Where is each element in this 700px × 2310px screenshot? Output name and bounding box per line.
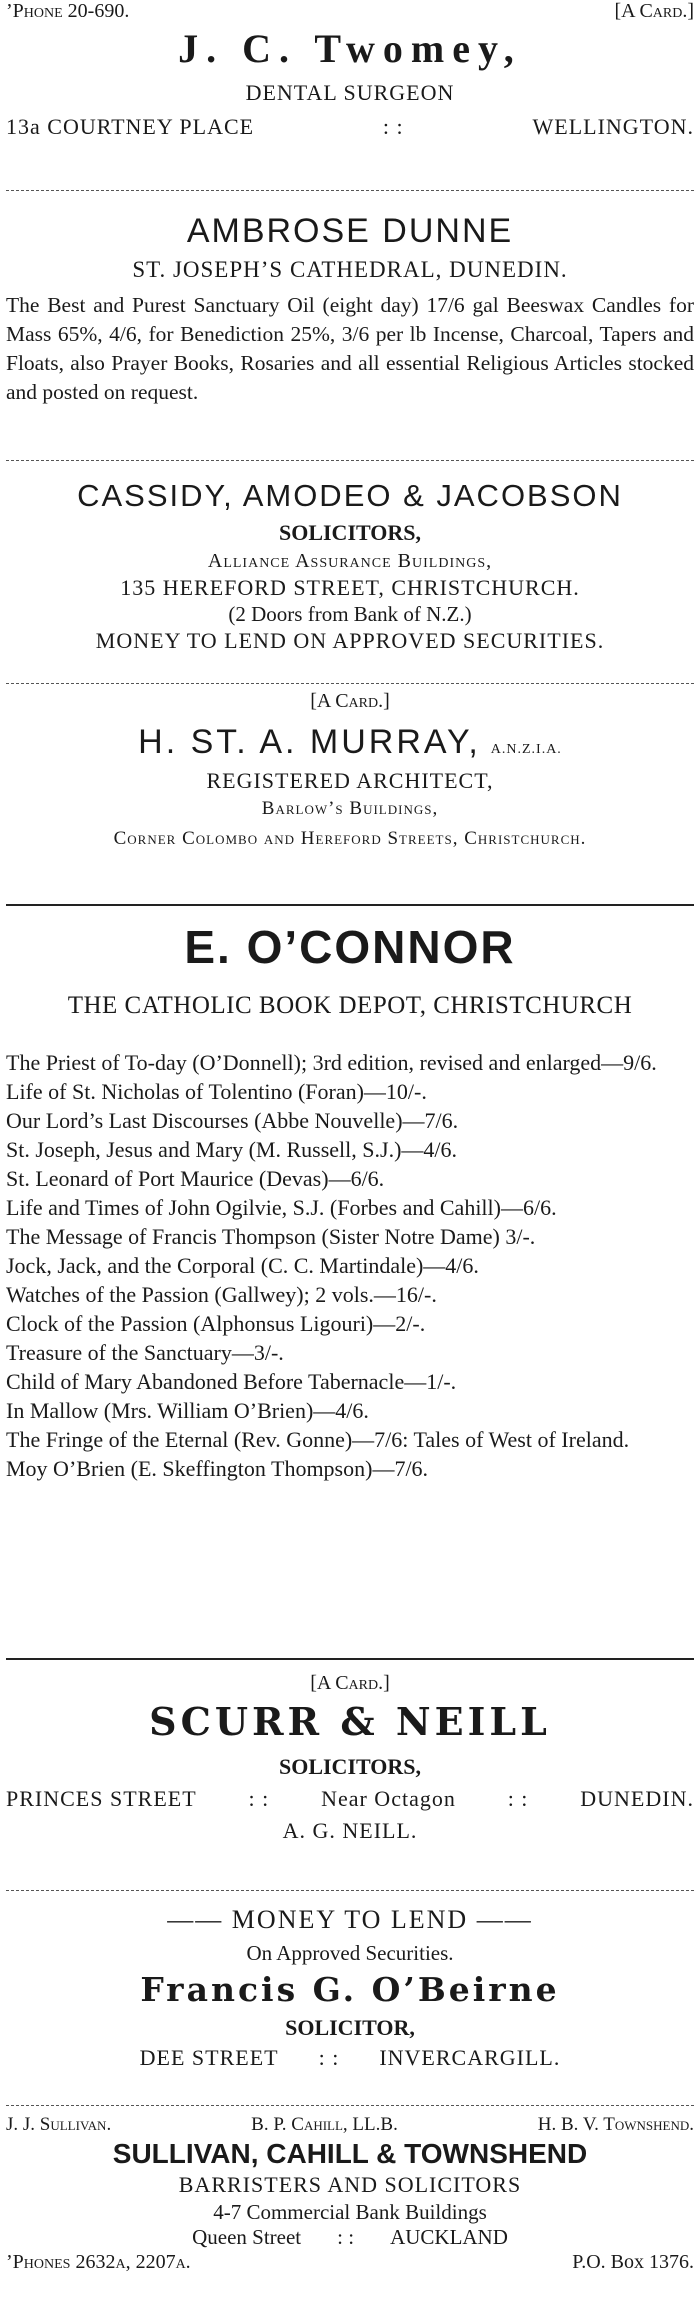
obeirne-sep: : : xyxy=(318,2045,340,2070)
book-item: In Mallow (Mrs. William O’Brien)—4/6. xyxy=(6,1398,369,1423)
sullivan-title: BARRISTERS AND SOLICITORS xyxy=(178,2172,522,2197)
murray-building: Barlow’s Buildings, xyxy=(261,798,439,819)
book-item: St. Joseph, Jesus and Mary (M. Russell, S.J.)—4/6. xyxy=(6,1137,458,1162)
sullivan-ad xyxy=(6,2114,694,2274)
oconnor-ad xyxy=(6,920,694,1483)
cassidy-name: CASSIDY, AMODEO & JACOBSON xyxy=(77,478,623,513)
murray-name-row xyxy=(6,723,694,762)
dunne-name: AMBROSE DUNNE xyxy=(186,212,514,250)
divider xyxy=(6,190,694,191)
cassidy-note: (2 Doors from Bank of N.Z.) xyxy=(228,602,472,626)
murray-ad xyxy=(6,690,694,850)
twomey-city: WELLINGTON. xyxy=(532,114,694,139)
sullivan-phones: ’Phones 2632a, 2207a. xyxy=(6,2251,191,2273)
twomey-address-row xyxy=(6,114,694,140)
book-item: Clock of the Passion (Alphonsus Ligouri)—2/-. xyxy=(6,1311,426,1336)
obeirne-sub: On Approved Securities. xyxy=(246,1941,454,1965)
book-item: Child of Mary Abandoned Before Tabernacle—1/-. xyxy=(6,1369,457,1394)
book-item: Jock, Jack, and the Corporal (C. C. Martindale)—4/6. xyxy=(6,1253,479,1278)
divider xyxy=(6,1890,694,1891)
divider xyxy=(6,683,694,684)
scurr-sep: : : xyxy=(248,1786,270,1811)
dash-left: —— xyxy=(167,1905,224,1934)
sullivan-partner: B. P. Cahill, LL.B. xyxy=(251,2114,398,2135)
sullivan-sep: : : xyxy=(337,2225,355,2249)
book-item: St. Leonard of Port Maurice (Devas)—6/6. xyxy=(6,1166,385,1191)
book-item: Moy O’Brien (E. Skeffington Thompson)—7/6. xyxy=(6,1456,429,1481)
obeirne-city: INVERCARGILL. xyxy=(379,2045,561,2070)
obeirne-street: DEE STREET xyxy=(139,2045,279,2070)
book-item: Our Lord’s Last Discourses (Abbe Nouvelle)—7/6. xyxy=(6,1108,459,1133)
sullivan-city: AUCKLAND xyxy=(390,2225,508,2249)
scurr-near: Near Octagon xyxy=(321,1786,456,1811)
murray-name: H. ST. A. MURRAY, xyxy=(138,723,481,761)
scurr-street: PRINCES STREET xyxy=(6,1786,197,1811)
cassidy-street: 135 HEREFORD STREET, CHRISTCHURCH. xyxy=(120,575,580,600)
sullivan-partner: H. B. V. Townshend. xyxy=(537,2114,694,2135)
scurr-ad xyxy=(6,1672,694,1844)
book-item: The Message of Francis Thompson (Sister Notre Dame) 3/-. xyxy=(6,1224,536,1249)
divider xyxy=(6,460,694,461)
dash-right: —— xyxy=(476,1905,533,1934)
book-item: Treasure of the Sanctuary—3/-. xyxy=(6,1340,284,1365)
twomey-address: 13a COURTNEY PLACE xyxy=(6,114,255,139)
murray-address: Corner Colombo and Hereford Streets, Christchurch. xyxy=(113,828,587,849)
book-item: The Fringe of the Eternal (Rev. Gonne)—7/6: Tales of West of Ireland. xyxy=(6,1427,630,1452)
book-item: The Priest of To-day (O’Donnell); 3rd edition, revised and enlarged—9/6. xyxy=(6,1050,657,1075)
scurr-sep: : : xyxy=(507,1786,529,1811)
twomey-card: [A Card.] xyxy=(614,0,694,22)
sullivan-partners-row xyxy=(6,2114,694,2136)
scurr-card: [A Card.] xyxy=(310,1672,390,1694)
dunne-place: ST. JOSEPH’S CATHEDRAL, DUNEDIN. xyxy=(132,257,568,282)
oconnor-book-list xyxy=(6,1048,694,1483)
scurr-partner: A. G. NEILL. xyxy=(282,1818,418,1843)
murray-card: [A Card.] xyxy=(310,690,390,712)
scurr-address-row xyxy=(6,1786,694,1812)
sullivan-box: P.O. Box 1376. xyxy=(572,2251,694,2273)
obeirne-address-row xyxy=(6,2045,694,2071)
oconnor-subtitle: THE CATHOLIC BOOK DEPOT, CHRISTCHURCH xyxy=(67,992,633,1019)
divider xyxy=(6,2105,694,2106)
sullivan-building: 4-7 Commercial Bank Buildings xyxy=(213,2200,487,2224)
obeirne-heading-row xyxy=(6,1905,694,1935)
oconnor-name: E. O’CONNOR xyxy=(184,921,516,973)
twomey-header-row xyxy=(6,0,694,23)
cassidy-title: SOLICITORS, xyxy=(278,520,422,545)
obeirne-name: Francis G. O’Beirne xyxy=(140,1970,560,2009)
twomey-name: J. C. Twomey, xyxy=(178,26,522,71)
divider xyxy=(6,904,694,906)
scurr-name: SCURR & NEILL xyxy=(149,1699,551,1744)
scurr-city: DUNEDIN. xyxy=(580,1786,694,1811)
sullivan-partner: J. J. Sullivan. xyxy=(6,2114,112,2135)
sullivan-name: SULLIVAN, CAHILL & TOWNSHEND xyxy=(112,2138,588,2169)
twomey-sep: : : xyxy=(382,114,404,139)
divider xyxy=(6,1658,694,1660)
obeirne-ad xyxy=(6,1905,694,2071)
book-item: Life and Times of John Ogilvie, S.J. (Forbes and Cahill)—6/6. xyxy=(6,1195,557,1220)
sullivan-street: Queen Street xyxy=(192,2225,302,2249)
cassidy-building: Alliance Assurance Buildings, xyxy=(207,550,493,572)
cassidy-ad xyxy=(6,478,694,654)
obeirne-heading: MONEY TO LEND xyxy=(231,1905,469,1934)
dunne-ad xyxy=(6,212,694,407)
book-item: Life of St. Nicholas of Tolentino (Foran)—10/-. xyxy=(6,1079,427,1104)
dunne-body: The Best and Purest Sanctuary Oil (eight day) 17/6 gal Beeswax Candles for Mass 65%, 4/6, for Benediction 25%, 3/6 per lb Incense, Charcoal, Tapers and Floats, also Prayer Books, Rosaries and all essential Religious Articles stocked and posted on request. xyxy=(6,293,694,404)
scurr-title: SOLICITORS, xyxy=(278,1754,422,1779)
murray-title: REGISTERED ARCHITECT, xyxy=(206,768,494,793)
obeirne-title: SOLICITOR, xyxy=(285,2015,415,2040)
cassidy-money: MONEY TO LEND ON APPROVED SECURITIES. xyxy=(95,628,605,653)
sullivan-address-row xyxy=(6,2225,694,2250)
twomey-ad xyxy=(6,0,694,140)
murray-suffix: A.N.Z.I.A. xyxy=(490,742,562,757)
twomey-phone: ’Phone 20-690. xyxy=(6,0,130,22)
sullivan-contact-row xyxy=(6,2251,694,2274)
book-item: Watches of the Passion (Gallwey); 2 vols.—16/-. xyxy=(6,1282,437,1307)
twomey-title: DENTAL SURGEON xyxy=(245,80,455,105)
